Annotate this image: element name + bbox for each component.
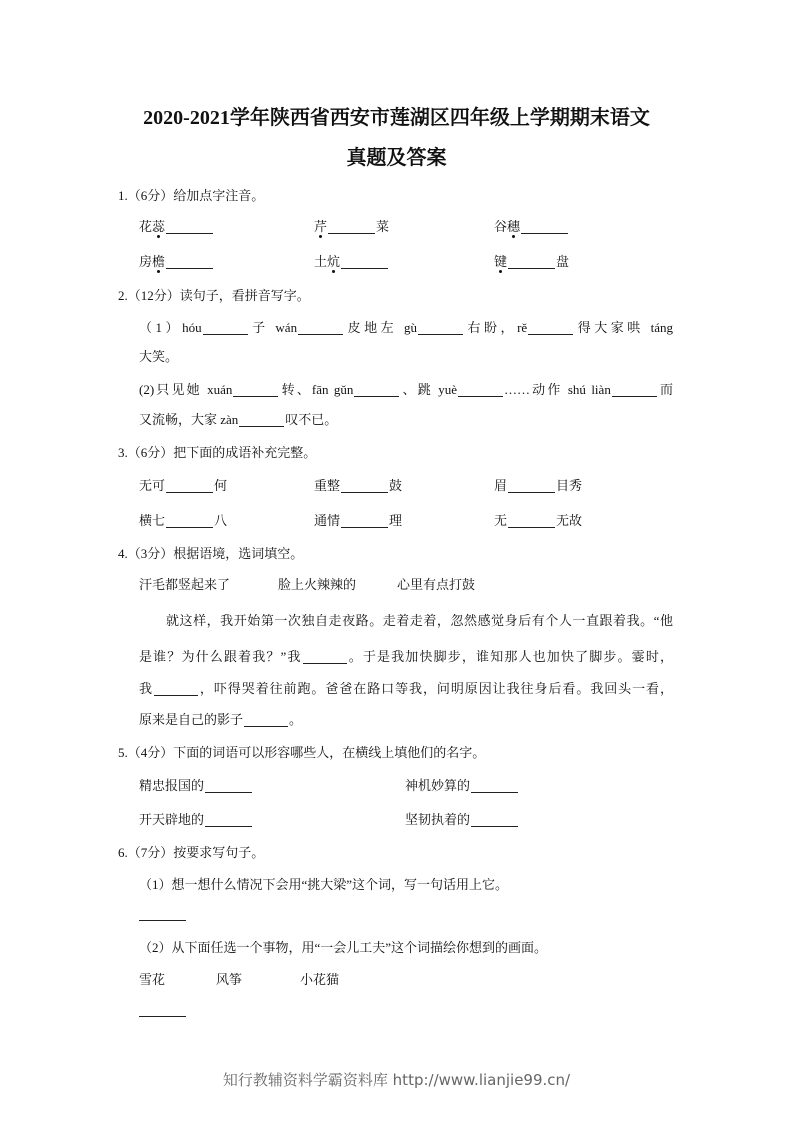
answer-blank bbox=[418, 320, 463, 335]
q4-passage-line bbox=[139, 710, 302, 730]
q4-option: 脸上火辣辣的 bbox=[278, 577, 357, 592]
answer-blank bbox=[233, 382, 278, 397]
answer-blank bbox=[508, 478, 555, 493]
dotted-character: 炕 bbox=[327, 254, 341, 269]
q3-text: 何 bbox=[214, 478, 228, 493]
q2-text: 得大家哄 táng bbox=[574, 320, 673, 335]
q2-text: 又流畅，大家 zàn bbox=[139, 412, 239, 427]
answer-blank bbox=[205, 812, 252, 827]
q2-text: 、跳 yuè bbox=[400, 382, 458, 397]
answer-blank bbox=[166, 254, 213, 269]
q5-text: 神机妙算的 bbox=[405, 778, 471, 793]
document-title-line1: 2020-2021学年陕西省西安市莲湖区四年级上学期期末语文 bbox=[143, 107, 650, 129]
answer-blank bbox=[528, 320, 573, 335]
q4-text: 我 bbox=[139, 681, 153, 696]
q5-text: 开天辟地的 bbox=[139, 812, 205, 827]
q4-text: 。 bbox=[289, 712, 303, 727]
q2-heading: 2.（12分）读句子，看拼音写字。 bbox=[118, 288, 310, 303]
answer-line bbox=[139, 920, 186, 921]
q3-idiom bbox=[314, 476, 402, 496]
q6-option: 小花猫 bbox=[300, 972, 340, 987]
answer-blank bbox=[166, 513, 213, 528]
q4-passage-line bbox=[139, 647, 673, 667]
q4-option: 心里有点打鼓 bbox=[397, 577, 476, 592]
q4-text: 原来是自己的影子 bbox=[139, 712, 244, 727]
q2-text: 叹不已。 bbox=[285, 412, 338, 427]
answer-blank bbox=[166, 478, 213, 493]
q6-prompt-1: （1）想一想什么情况下会用“挑大梁”这个词，写一句话用上它。 bbox=[139, 877, 509, 892]
answer-blank bbox=[328, 219, 375, 234]
q4-passage-line bbox=[139, 679, 673, 699]
q5-item bbox=[139, 776, 253, 796]
q2-text: ……动作 shú liàn bbox=[504, 382, 611, 397]
q3-idiom bbox=[494, 476, 582, 496]
q3-idiom bbox=[314, 511, 402, 531]
q2-sentence-2 bbox=[139, 380, 673, 400]
q5-text: 精忠报国的 bbox=[139, 778, 205, 793]
answer-blank bbox=[341, 513, 388, 528]
footer-watermark: 知行教辅资料学霸资料库 http://www.lianjie99.cn/ bbox=[222, 1071, 571, 1089]
q3-text: 无可 bbox=[139, 478, 166, 493]
answer-blank bbox=[354, 382, 399, 397]
q3-text: 八 bbox=[214, 513, 228, 528]
q3-text: 无 bbox=[494, 513, 508, 528]
dotted-character: 芹 bbox=[314, 219, 328, 234]
q1-item-text: 盘 bbox=[556, 254, 570, 269]
q1-item bbox=[314, 252, 389, 272]
q3-text: 无故 bbox=[556, 513, 583, 528]
dotted-character: 穗 bbox=[507, 219, 521, 234]
q2-text: 而 bbox=[657, 382, 673, 397]
dotted-character: 檐 bbox=[152, 254, 166, 269]
q2-sentence-1-tail: 大笑。 bbox=[139, 349, 179, 364]
q3-text: 横七 bbox=[139, 513, 166, 528]
answer-blank bbox=[244, 712, 288, 727]
answer-blank bbox=[341, 478, 388, 493]
q6-option: 雪花 bbox=[139, 972, 166, 987]
q3-text: 理 bbox=[389, 513, 403, 528]
q2-text: 子 wán bbox=[248, 320, 298, 335]
q1-item-text: 谷 bbox=[494, 219, 508, 234]
answer-line bbox=[139, 1016, 186, 1017]
answer-blank bbox=[521, 219, 568, 234]
q4-text: 是谁？为什么跟着我？”我 bbox=[139, 649, 302, 664]
answer-blank bbox=[166, 219, 213, 234]
q5-item bbox=[139, 810, 253, 830]
q1-item-text: 土 bbox=[314, 254, 328, 269]
q1-item bbox=[494, 217, 569, 237]
answer-blank bbox=[471, 812, 518, 827]
q3-text: 眉 bbox=[494, 478, 508, 493]
q3-text: 鼓 bbox=[389, 478, 403, 493]
q2-text: 皮地左 gù bbox=[344, 320, 417, 335]
q6-option: 风筝 bbox=[216, 972, 243, 987]
q3-text: 通情 bbox=[314, 513, 341, 528]
q2-sentence-2-tail bbox=[139, 410, 337, 430]
document-title-line2: 真题及答案 bbox=[346, 147, 447, 169]
q1-item bbox=[139, 217, 214, 237]
q5-item bbox=[405, 776, 519, 796]
answer-blank bbox=[205, 778, 252, 793]
q4-passage-line: 就这样，我开始第一次独自走夜路。走着走着，忽然感觉身后有个人一直跟着我。“他 bbox=[166, 613, 673, 628]
answer-blank bbox=[341, 254, 388, 269]
q2-text: (2)只见她 xuán bbox=[139, 382, 233, 397]
answer-blank bbox=[303, 649, 347, 664]
q1-heading: 1.（6分）给加点字注音。 bbox=[118, 188, 265, 203]
answer-blank bbox=[508, 513, 555, 528]
dotted-character: 蕊 bbox=[152, 219, 166, 234]
q3-idiom bbox=[494, 511, 582, 531]
q2-sentence-1 bbox=[139, 318, 673, 338]
q4-text: ，吓得哭着往前跑。爸爸在路口等我，问明原因让我往身后看。我回头一看， bbox=[198, 681, 673, 696]
q2-text: 转、fān gǔn bbox=[279, 382, 354, 397]
answer-blank bbox=[203, 320, 248, 335]
answer-blank bbox=[239, 412, 284, 427]
q3-heading: 3.（6分）把下面的成语补充完整。 bbox=[118, 445, 317, 460]
answer-blank bbox=[612, 382, 657, 397]
q2-text: 右盼，rě bbox=[463, 320, 528, 335]
q5-heading: 5.（4分）下面的词语可以形容哪些人，在横线上填他们的名字。 bbox=[118, 745, 486, 760]
q3-idiom bbox=[139, 511, 227, 531]
q3-idiom bbox=[139, 476, 227, 496]
q5-item bbox=[405, 810, 519, 830]
q3-text: 目秀 bbox=[556, 478, 583, 493]
q4-heading: 4.（3分）根据语境，选词填空。 bbox=[118, 546, 304, 561]
q1-item-text: 房 bbox=[139, 254, 153, 269]
q4-option: 汗毛都竖起来了 bbox=[139, 577, 231, 592]
q5-text: 坚韧执着的 bbox=[405, 812, 471, 827]
answer-blank bbox=[458, 382, 503, 397]
dotted-character: 键 bbox=[494, 254, 508, 269]
q1-item bbox=[314, 217, 389, 237]
q1-item bbox=[494, 252, 569, 272]
answer-blank bbox=[508, 254, 555, 269]
q4-text: 。于是我加快脚步，谁知那人也加快了脚步。霎时， bbox=[347, 649, 673, 664]
answer-blank bbox=[154, 681, 198, 696]
q6-prompt-2: （2）从下面任选一个事物，用“一会儿工夫”这个词描绘你想到的画面。 bbox=[139, 940, 548, 955]
q1-item-text: 花 bbox=[139, 219, 153, 234]
answer-blank bbox=[298, 320, 343, 335]
q3-text: 重整 bbox=[314, 478, 341, 493]
q6-heading: 6.（7分）按要求写句子。 bbox=[118, 845, 265, 860]
q2-text: （1）hóu bbox=[139, 320, 202, 335]
q1-item bbox=[139, 252, 214, 272]
answer-blank bbox=[471, 778, 518, 793]
q1-item-text: 菜 bbox=[376, 219, 390, 234]
